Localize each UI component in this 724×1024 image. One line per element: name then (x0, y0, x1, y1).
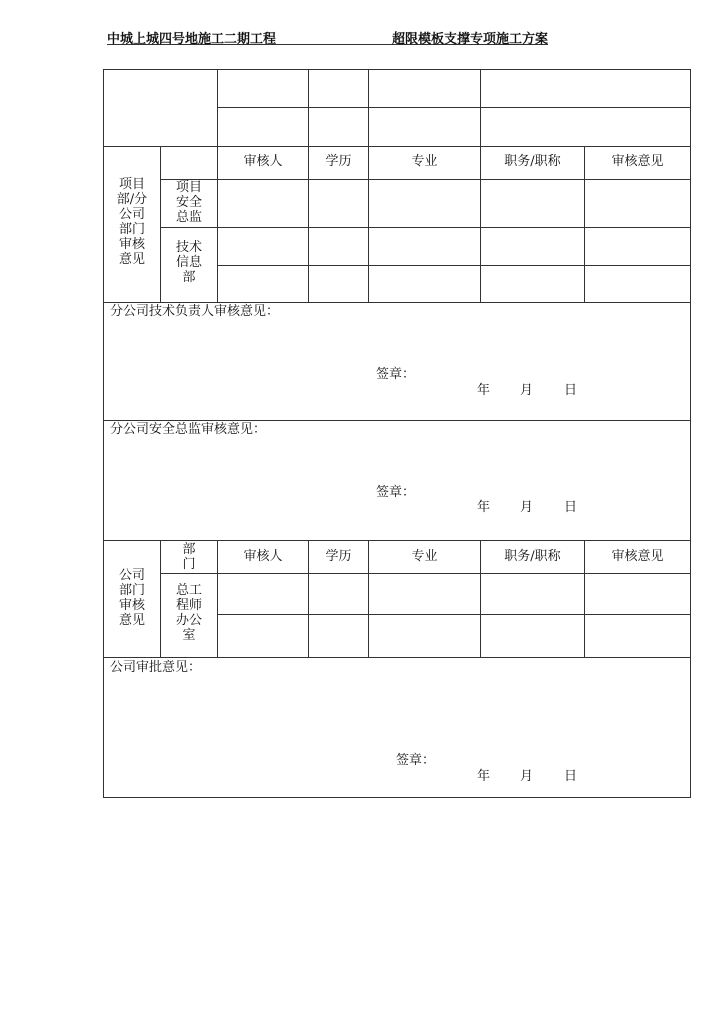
safety-position-cell[interactable] (480, 179, 585, 228)
tech-r2-position-cell[interactable] (480, 265, 585, 303)
branch-safety-year-label: 年 (477, 500, 491, 515)
branch-tech-title: 分公司技术负责人审核意见： (110, 304, 280, 319)
top-cell-r1-c3[interactable] (368, 69, 481, 108)
company-approval-seal-label: 签章： (396, 753, 436, 768)
project-header-blank-cell (160, 146, 218, 180)
chief-r2-opinion-cell[interactable] (584, 614, 691, 658)
tech-r2-opinion-cell[interactable] (584, 265, 691, 303)
tech-r1-reviewer-cell[interactable] (217, 227, 309, 266)
tech-r2-education-cell[interactable] (308, 265, 369, 303)
top-cell-r1-c2[interactable] (308, 69, 369, 108)
safety-reviewer-cell[interactable] (217, 179, 309, 228)
col-header-specialty-text: 专业 (411, 154, 438, 169)
top-cell-r2-c3[interactable] (368, 107, 481, 147)
company-section-label: 公司 部门 审核 意见 (118, 568, 145, 628)
tech-r1-position-cell[interactable] (480, 227, 585, 266)
chief-r2-position-cell[interactable] (480, 614, 585, 658)
chief-engineer-label: 总工 程师 办公 室 (175, 583, 202, 643)
col-header-reviewer-text: 审核人 (243, 154, 283, 169)
branch-tech-day-label: 日 (564, 383, 578, 398)
top-cell-r2-c1[interactable] (217, 107, 309, 147)
col-header-education-text: 学历 (325, 154, 352, 169)
top-blank-label-cell (103, 69, 218, 147)
tech-r1-opinion-cell[interactable] (584, 227, 691, 266)
branch-tech-opinion-box[interactable] (103, 302, 691, 421)
chief-r1-specialty-cell[interactable] (368, 573, 481, 615)
company-col-header-position-text: 职务/职称 (504, 549, 561, 564)
branch-tech-seal-label: 签章： (376, 367, 416, 382)
safety-opinion-cell[interactable] (584, 179, 691, 228)
chief-r2-education-cell[interactable] (308, 614, 369, 658)
tech-r2-specialty-cell[interactable] (368, 265, 481, 303)
col-header-position-text: 职务/职称 (504, 154, 561, 169)
top-cell-r2-c2[interactable] (308, 107, 369, 147)
tech-info-label: 技术 信息 部 (175, 240, 202, 285)
chief-r1-opinion-cell[interactable] (584, 573, 691, 615)
chief-r1-education-cell[interactable] (308, 573, 369, 615)
company-col-header-opinion-text: 审核意见 (611, 549, 664, 564)
company-col-header-reviewer-text: 审核人 (243, 549, 283, 564)
chief-r1-position-cell[interactable] (480, 573, 585, 615)
safety-education-cell[interactable] (308, 179, 369, 228)
chief-r2-specialty-cell[interactable] (368, 614, 481, 658)
branch-tech-year-label: 年 (477, 383, 491, 398)
chief-r1-reviewer-cell[interactable] (217, 573, 309, 615)
branch-tech-month-label: 月 (520, 383, 534, 398)
branch-safety-seal-label: 签章： (376, 485, 416, 500)
company-dept-label: 部 门 (182, 542, 196, 572)
chief-r2-reviewer-cell[interactable] (217, 614, 309, 658)
tech-r1-specialty-cell[interactable] (368, 227, 481, 266)
col-header-opinion-text: 审核意见 (611, 154, 664, 169)
branch-safety-title: 分公司安全总监审核意见： (110, 422, 267, 437)
company-approval-year-label: 年 (477, 769, 491, 784)
top-cell-r1-c1[interactable] (217, 69, 309, 108)
document-title: 超限模板支撑专项施工方案 (391, 32, 548, 47)
company-col-header-education-text: 学历 (325, 549, 352, 564)
safety-specialty-cell[interactable] (368, 179, 481, 228)
project-title: 中城上城四号地施工二期工程 (107, 32, 277, 47)
top-cell-r2-c4[interactable] (480, 107, 691, 147)
branch-safety-month-label: 月 (520, 500, 534, 515)
tech-r1-education-cell[interactable] (308, 227, 369, 266)
company-approval-month-label: 月 (520, 769, 534, 784)
company-approval-day-label: 日 (564, 769, 578, 784)
company-approval-box[interactable] (103, 657, 691, 798)
branch-safety-opinion-box[interactable] (103, 420, 691, 541)
top-cell-r1-c4[interactable] (480, 69, 691, 108)
safety-director-label: 项目 安全 总监 (175, 180, 202, 225)
company-approval-title: 公司审批意见： (110, 660, 202, 675)
tech-r2-reviewer-cell[interactable] (217, 265, 309, 303)
company-col-header-specialty-text: 专业 (411, 549, 438, 564)
project-section-label: 项目 部/分 公司 部门 审核 意见 (116, 177, 148, 267)
branch-safety-day-label: 日 (564, 500, 578, 515)
